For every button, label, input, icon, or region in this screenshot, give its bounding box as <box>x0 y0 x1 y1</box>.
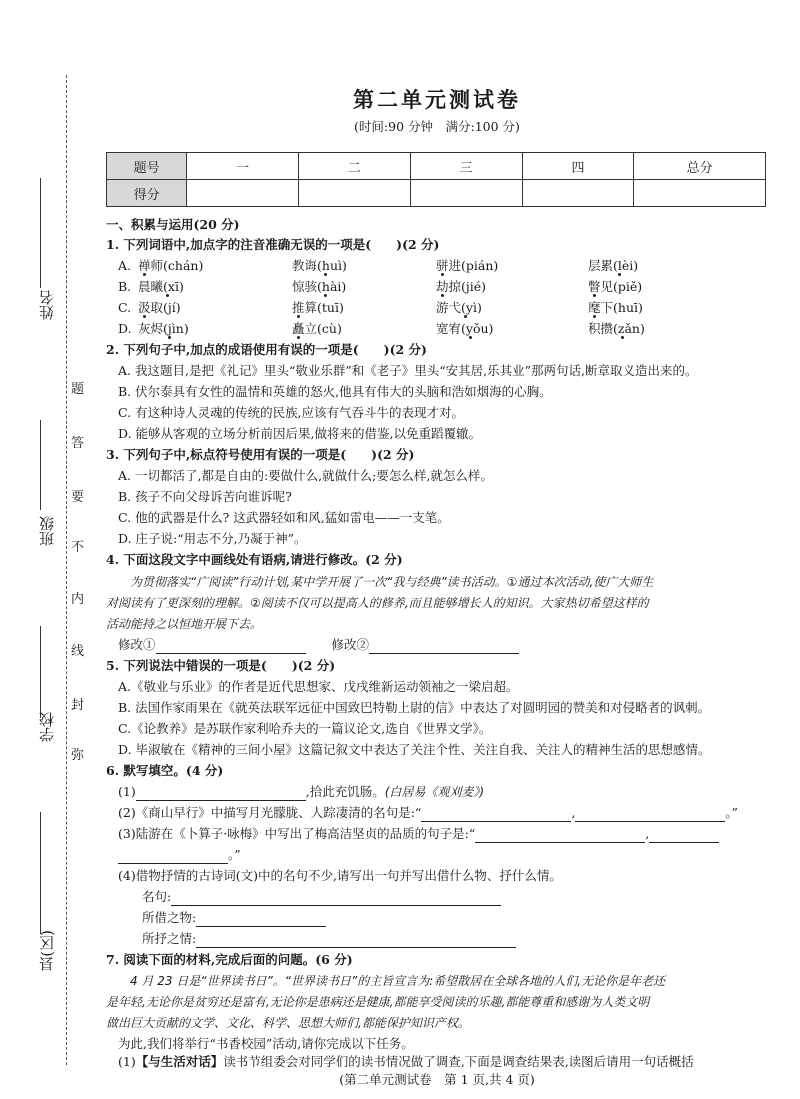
binding-dashed-line <box>66 75 67 1065</box>
fill-source: (白居易《观刈麦》) <box>384 785 485 799</box>
table-cell: 四 <box>522 153 634 180</box>
section-heading: 一、积累与运用(20 分) <box>106 217 240 232</box>
question-stem: 1. 下列词语中,加点字的注音准确无误的一项是( )(2 分) <box>106 237 440 252</box>
fill-blank[interactable] <box>118 849 228 864</box>
option-text: A. 我这题目,是把《礼记》里头“敬业乐群”和《老子》里头“安其居,乐其业”那两句话,断章取义造出来的。 <box>118 363 698 378</box>
fill-line <box>118 783 484 801</box>
option-label: A. <box>118 258 132 273</box>
fix-label: 修改① <box>118 637 156 652</box>
score-table <box>106 152 766 207</box>
passage-line: 是年轻,无论你是贫穷还是富有,无论你是患病还是健康,都能享受阅读的乐趣,都能尊重和感谢为人类文明 <box>106 995 650 1009</box>
fill-blank[interactable] <box>171 891 501 906</box>
binding-strip <box>0 0 100 1099</box>
fill-text: 。” <box>228 847 241 862</box>
seal-char: 弥 <box>71 748 85 763</box>
option-text: C. 有这种诗人灵魂的传统的民族,应该有气吞斗牛的表现才对。 <box>118 405 465 420</box>
dotted-char: 劫 <box>436 279 449 294</box>
fill-blank[interactable] <box>136 786 306 801</box>
dotted-char: 诲(huì) <box>304 258 347 273</box>
dotted-char: 麾 <box>588 300 601 315</box>
page-footer: (第二单元测试卷 第 1 页,共 4 页) <box>339 1072 535 1087</box>
seal-char: 不 <box>71 540 85 555</box>
dotted-char: 汲 <box>138 300 151 315</box>
option-text: 下(huī) <box>600 300 643 315</box>
option-text: 层 <box>588 258 601 273</box>
fill-line: (4)借物抒情的古诗词(文)中的名句不少,请写出一句并写出借什么物、抒什么情。 <box>118 868 562 883</box>
fill-text: , <box>571 805 576 820</box>
fix2-answer-blank[interactable] <box>369 639 519 654</box>
table-cell: 题号 <box>107 153 187 180</box>
score-input-cell[interactable] <box>298 180 410 207</box>
county-blank <box>40 812 41 934</box>
option-text: 宽 <box>436 321 449 336</box>
dotted-char: 推 <box>292 300 305 315</box>
passage-line: 为贯彻落实“广阅读”行动计划,某中学开展了一次“我与经典”读书活动。①通过本次活动,使广大师生 <box>130 575 654 589</box>
option-text: 灰 <box>138 321 151 336</box>
fill-blank[interactable] <box>421 807 571 822</box>
task-number: (1) <box>118 1054 136 1069</box>
dotted-char: 骇(hài) <box>304 279 347 294</box>
fill-blank[interactable] <box>196 933 516 948</box>
option-text: A. 一切都活了,都是自由的:要做什么,就做什么;要怎么样,就怎么样。 <box>118 468 493 483</box>
fill-line <box>142 930 516 948</box>
dotted-char: 矗 <box>292 321 305 336</box>
school-label: 学校 <box>38 712 56 742</box>
option-text: D. 能够从客观的立场分析前因后果,做将来的借鉴,以免重蹈覆辙。 <box>118 426 481 441</box>
option-text: C.《论教养》是苏联作家利哈乔夫的一篇议论文,选自《世界文学》。 <box>118 721 492 736</box>
school-blank <box>40 626 41 718</box>
dotted-char: 骈 <box>436 258 449 273</box>
fix-row <box>118 636 519 654</box>
fill-text: 。” <box>725 805 738 820</box>
option-text: 算(tuī) <box>304 300 344 315</box>
option-text: 师(chán) <box>150 258 204 273</box>
table-cell: 总分 <box>634 153 766 180</box>
class-label: 班级 <box>38 516 56 546</box>
option-text: D. 毕淑敏在《精神的三间小屋》这篇记叙文中表达了关注个性、关注自我、关注人的精神生活的思想感情。 <box>118 742 711 757</box>
option-text: B. 孩子不向父母诉苦向谁诉呢? <box>118 489 292 504</box>
seal-char: 题 <box>71 382 85 397</box>
score-input-cell[interactable] <box>522 180 634 207</box>
task-title: 【与生活对话】 <box>135 1054 224 1069</box>
page-title: 第二单元测试卷 <box>353 87 521 112</box>
fill-number: (1) <box>118 784 136 799</box>
table-row <box>107 180 766 207</box>
dotted-char: 宥(yǒu) <box>448 321 494 336</box>
option-text: B. 伏尔泰具有女性的温情和英雄的怒火,他具有伟大的头脑和浩如烟海的心胸。 <box>118 384 552 399</box>
county-label: 县(区) <box>38 930 56 972</box>
option-text: A.《敬业与乐业》的作者是近代思想家、戊戌维新运动领袖之一梁启超。 <box>118 679 519 694</box>
option-text: 游 <box>436 300 449 315</box>
fill-label: 所抒之情: <box>142 931 197 946</box>
table-cell: 一 <box>187 153 299 180</box>
option-text: 取(jí) <box>150 300 181 315</box>
fill-line <box>142 888 501 906</box>
page-subtitle: (时间:90 分钟 满分:100 分) <box>354 119 520 134</box>
passage-line: 4 月 23 日是“世界读书日”。“世界读书日”的主旨宣言为:希望散居在全球各地的人们,无论你是年老还 <box>130 974 666 988</box>
dotted-char: 瞥 <box>588 279 601 294</box>
dotted-char: 弋(yì) <box>448 300 482 315</box>
fill-text: (3)陆游在《卜算子·咏梅》中写出了梅高洁坚贞的品质的句子是:“ <box>118 826 476 841</box>
fill-label: 名句: <box>142 889 172 904</box>
option-label: D. <box>118 321 132 336</box>
dotted-char: 曦(xī) <box>150 279 184 294</box>
dotted-char: 攒(zǎn) <box>600 321 645 336</box>
option-label: C. <box>118 300 132 315</box>
seal-char: 内 <box>71 592 85 607</box>
name-label: 姓名 <box>38 290 56 320</box>
fill-text: ,拾此充饥肠。 <box>305 784 385 799</box>
fill-blank[interactable] <box>649 828 719 843</box>
task-line <box>118 1053 694 1071</box>
name-blank <box>40 178 41 288</box>
fill-text: (2)《商山早行》中描写月光朦胧、人踪凄清的名句是:“ <box>118 805 422 820</box>
fill-blank[interactable] <box>475 828 645 843</box>
fix-label: 修改② <box>331 637 369 652</box>
option-text: D. 庄子说:“用志不分,乃凝于神”。 <box>118 531 307 546</box>
passage-line: 做出巨大贡献的文学、文化、科学、思想大师们,都能保护知识产权。 <box>106 1016 470 1030</box>
fill-blank[interactable] <box>575 807 725 822</box>
score-input-cell[interactable] <box>634 180 766 207</box>
class-blank <box>40 420 41 510</box>
passage-line: 为此,我们将举行“书香校园”活动,请你完成以下任务。 <box>118 1036 414 1051</box>
option-text: 积 <box>588 321 601 336</box>
question-stem: 7. 阅读下面的材料,完成后面的问题。(6 分) <box>106 952 353 967</box>
seal-char: 封 <box>71 698 85 713</box>
question-stem: 3. 下列句子中,标点符号使用有误的一项是( )(2 分) <box>106 447 415 462</box>
dotted-char: 禅 <box>138 258 151 273</box>
table-cell: 三 <box>410 153 522 180</box>
option-text: C. 他的武器是什么? 这武器轻如和风,猛如雷电——一支笔。 <box>118 510 450 525</box>
fill-line <box>118 825 719 843</box>
fill-line <box>118 804 738 822</box>
option-text: 惊 <box>292 279 305 294</box>
question-stem: 6. 默写填空。(4 分) <box>106 763 224 778</box>
task-text: 读书节组委会对同学们的读书情况做了调查,下面是调查结果表,读图后请用一句话概括 <box>223 1054 694 1069</box>
option-text: 进(pián) <box>448 258 499 273</box>
dotted-char: 累(lèi) <box>600 258 639 273</box>
fill-label: 所借之物: <box>142 910 197 925</box>
dotted-char: 烬(jìn) <box>150 321 189 336</box>
question-stem: 4. 下面这段文字中画线处有语病,请进行修改。(2 分) <box>106 552 403 567</box>
option-text: 见(piě) <box>600 279 643 294</box>
fill-text: , <box>645 826 650 841</box>
passage-line: 对阅读有了更深刻的理解。②阅读不仅可以提高人的修养,而且能够增长人的知识。大家热切希望这样的 <box>106 596 649 610</box>
table-cell: 二 <box>298 153 410 180</box>
seal-char: 答 <box>71 436 85 451</box>
question-stem: 2. 下列句子中,加点的成语使用有误的一项是( )(2 分) <box>106 342 427 357</box>
fill-line <box>118 846 241 864</box>
option-text: 晨 <box>138 279 151 294</box>
passage-line: 活动能持之以恒地开展下去。 <box>106 617 263 631</box>
seal-char: 要 <box>71 490 85 505</box>
fill-line <box>142 909 326 927</box>
option-text: B. 法国作家雨果在《就英法联军远征中国致巴特勒上尉的信》中表达了对圆明园的赞美和对侵略者的讽刺。 <box>118 700 711 715</box>
table-cell: 得分 <box>107 180 187 207</box>
seal-char: 线 <box>71 644 85 659</box>
fix1-answer-blank[interactable] <box>156 639 306 654</box>
fill-blank[interactable] <box>196 912 326 927</box>
table-row <box>107 153 766 180</box>
option-text: 掠(jié) <box>448 279 487 294</box>
score-input-cell[interactable] <box>410 180 522 207</box>
option-text: 教 <box>292 258 305 273</box>
question-stem: 5. 下列说法中错误的一项是( )(2 分) <box>106 658 336 673</box>
option-label: B. <box>118 279 132 294</box>
score-input-cell[interactable] <box>187 180 299 207</box>
option-text: 立(cù) <box>304 321 342 336</box>
